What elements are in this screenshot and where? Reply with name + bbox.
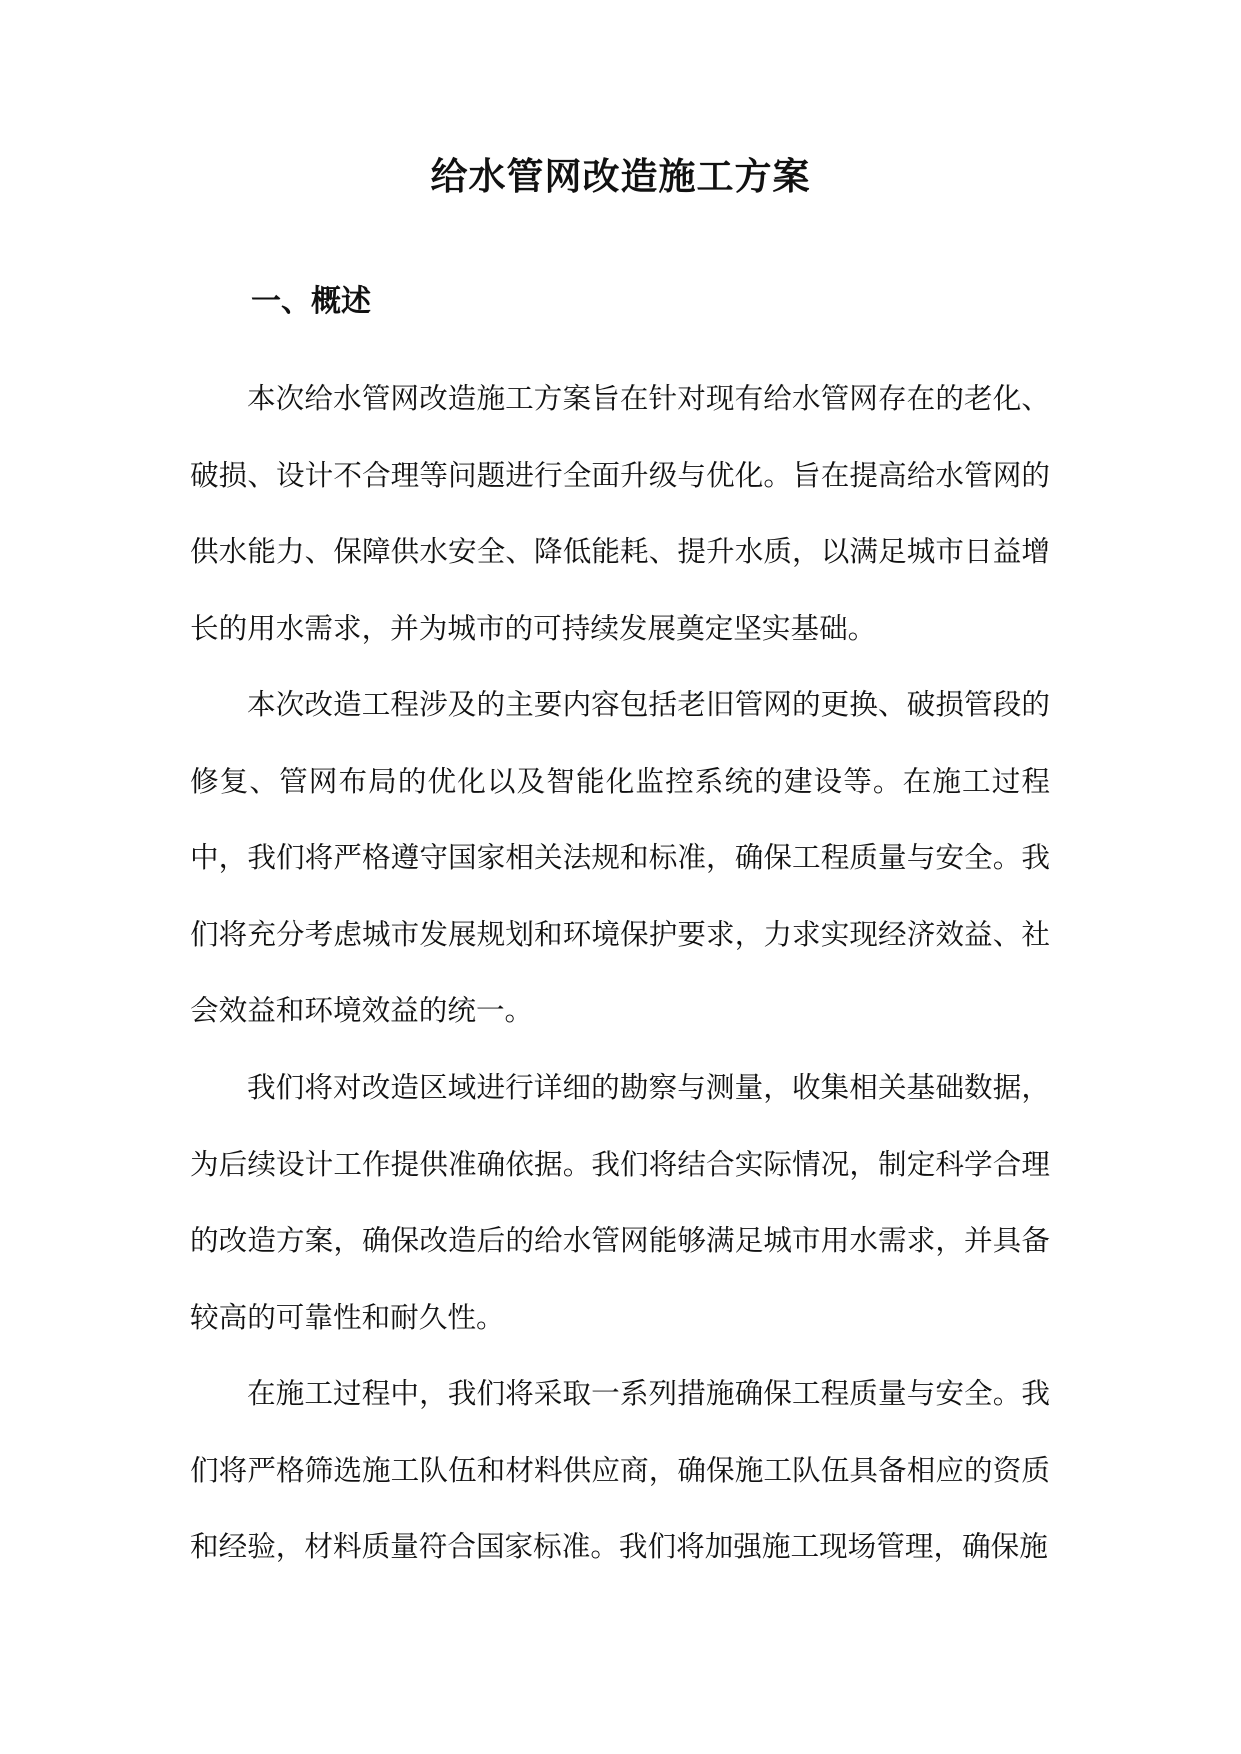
- document-title: 给水管网改造施工方案: [430, 154, 811, 198]
- section-heading-overview: 一、概述: [251, 284, 371, 319]
- paragraph: 本次改造工程涉及的主要内容包括老旧管网的更换、破损管段的修复、管网布局的优化以及智能化监控系统的建设等。在施工过程中，我们将严格遵守国家相关法规和标准，确保工程质量与安全。我们将充分考虑城市发展规划和环境保护要求，力求实现经济效益、社会效益和环境效益的统一。: [190, 687, 1050, 1028]
- paragraph: 我们将对改造区域进行详细的勘察与测量，收集相关基础数据，为后续设计工作提供准确依据。我们将结合实际情况，制定科学合理的改造方案，确保改造后的给水管网能够满足城市用水需求，并具备较高的可靠性和耐久性。: [190, 1070, 1050, 1334]
- paragraph: 本次给水管网改造施工方案旨在针对现有给水管网存在的老化、破损、设计不合理等问题进行全面升级与优化。旨在提高给水管网的供水能力、保障供水安全、降低能耗、提升水质，以满足城市日益增长的用水需求，并为城市的可持续发展奠定坚实基础。: [190, 381, 1050, 645]
- paragraph: 在施工过程中，我们将采取一系列措施确保工程质量与安全。我们将严格筛选施工队伍和材料供应商，确保施工队伍具备相应的资质和经验，材料质量符合国家标准。我们将加强施工现场管理，确保施: [190, 1376, 1050, 1564]
